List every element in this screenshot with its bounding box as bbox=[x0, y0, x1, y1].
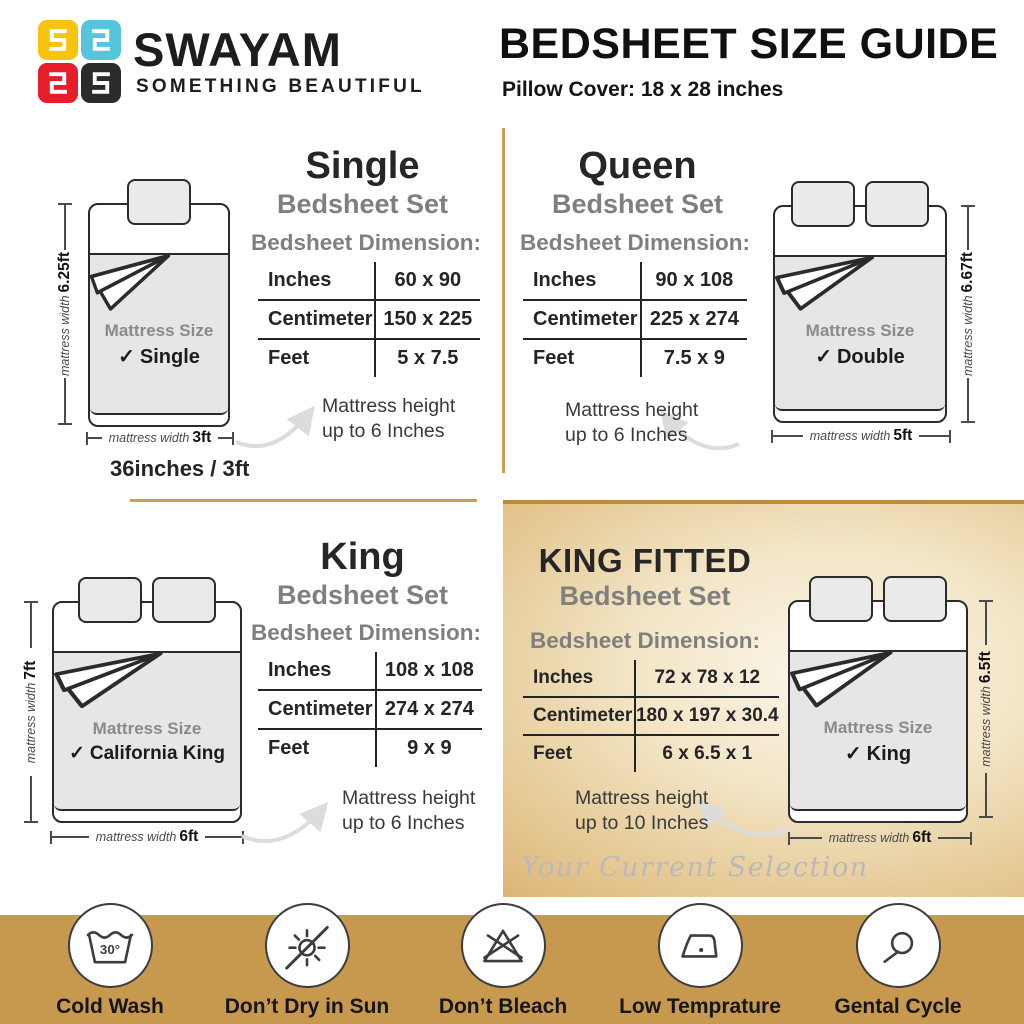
care-label: Don’t Bleach bbox=[438, 995, 568, 1018]
care-label: Cold Wash bbox=[56, 995, 164, 1018]
pillow bbox=[152, 577, 216, 623]
brand-tagline: SOMETHING BEAUTIFUL bbox=[136, 76, 425, 97]
page-title: BEDSHEET SIZE GUIDE bbox=[499, 20, 999, 68]
cold-wash-icon bbox=[68, 903, 153, 988]
care-item-cold-wash bbox=[15, 903, 205, 1019]
pillow-cover-note: Pillow Cover: 18 x 28 inches bbox=[502, 78, 784, 101]
dont-dry-in-sun-icon bbox=[265, 903, 350, 988]
vertical-dimension: mattress width7ft bbox=[18, 601, 44, 823]
width-conversion-note: 36inches / 3ft bbox=[110, 456, 250, 481]
mattress-sheet bbox=[775, 255, 945, 411]
dim-unit: Feet bbox=[523, 340, 642, 377]
dimension-heading: Bedsheet Dimension: bbox=[529, 628, 761, 653]
mattress-sheet bbox=[790, 650, 966, 811]
check-icon: ✓ bbox=[844, 742, 862, 765]
dim-unit: Inches bbox=[258, 262, 376, 301]
care-item-gentle-cycle bbox=[803, 903, 993, 1019]
pillow bbox=[791, 181, 855, 227]
mattress-sheet bbox=[90, 253, 228, 415]
dim-value: 7.5 x 9 bbox=[663, 347, 725, 369]
dimension-table bbox=[523, 660, 779, 772]
dim-unit: Centimeter bbox=[523, 301, 642, 340]
section-title: KING FITTED bbox=[538, 542, 752, 579]
dim-unit: Inches bbox=[258, 652, 377, 691]
logo-block-yellow bbox=[38, 20, 78, 60]
dim-unit: Feet bbox=[258, 730, 377, 767]
check-icon: ✓ bbox=[68, 742, 85, 764]
dont-bleach-icon bbox=[461, 903, 546, 988]
care-label: Gental Cycle bbox=[834, 995, 962, 1018]
vertical-dimension: mattress width6.5ft bbox=[973, 600, 999, 818]
mattress-height-note: Mattress height up to 6 Inches bbox=[342, 787, 476, 834]
section-title: King bbox=[320, 536, 405, 578]
dim-value: 150 x 225 bbox=[376, 301, 480, 340]
dim-value: 180 x 197 x 30.4 bbox=[636, 698, 779, 736]
pillow bbox=[865, 181, 929, 227]
bed-illustration bbox=[788, 600, 968, 823]
dim-unit: Inches bbox=[523, 660, 636, 698]
care-item-dont-bleach bbox=[408, 903, 598, 1019]
current-selection-label: Your Current Selection bbox=[521, 852, 869, 883]
mattress-height-note: Mattress height up to 10 Inches bbox=[575, 787, 709, 834]
horizontal-dimension: mattress width 6ft bbox=[50, 830, 244, 844]
check-icon: ✓ bbox=[118, 346, 135, 369]
vertical-dimension: mattress width6.67ft bbox=[955, 205, 981, 423]
section-king bbox=[0, 500, 503, 903]
dimension-table bbox=[258, 652, 482, 767]
dim-value: 72 x 78 x 12 bbox=[636, 660, 779, 698]
dim-value: 60 x 90 bbox=[376, 262, 480, 301]
dim-value: 90 x 108 bbox=[642, 262, 747, 301]
mattress-height-note: Mattress height up to 6 Inches bbox=[322, 395, 456, 442]
pillow bbox=[809, 576, 873, 622]
curved-arrow-icon bbox=[238, 792, 333, 844]
section-subtitle: Bedsheet Set bbox=[276, 189, 449, 219]
dim-value: 5 x 7.5 bbox=[397, 347, 459, 369]
sheet-fold bbox=[774, 255, 876, 316]
section-single bbox=[0, 130, 503, 500]
dim-value: 225 x 274 bbox=[642, 301, 747, 340]
horizontal-dimension: mattress width 5ft bbox=[771, 429, 951, 443]
mattress-height-note: Mattress height up to 6 Inches bbox=[565, 399, 699, 446]
pillow bbox=[883, 576, 947, 622]
section-subtitle: Bedsheet Set bbox=[559, 581, 731, 611]
care-label: Low Temprature bbox=[619, 995, 781, 1018]
dim-unit: Inches bbox=[523, 262, 642, 301]
care-item-dont-dry-in-sun bbox=[212, 903, 402, 1019]
dimension-heading: Bedsheet Dimension: bbox=[519, 230, 751, 255]
dim-value: 108 x 108 bbox=[377, 652, 482, 691]
dim-unit: Centimeter bbox=[258, 691, 377, 730]
section-subtitle: Bedsheet Set bbox=[551, 189, 724, 219]
brand-name: SWAYAM bbox=[133, 23, 342, 76]
mattress-size-label: Mattress Size ✓ King bbox=[823, 717, 933, 765]
horizontal-dimension: mattress width 3ft bbox=[86, 431, 234, 445]
dim-unit: Centimeter bbox=[258, 301, 376, 340]
pillow bbox=[127, 179, 191, 225]
dim-value: 9 x 9 bbox=[407, 737, 452, 759]
vertical-dimension: mattress width6.25ft bbox=[52, 203, 78, 425]
dim-unit: Centimeter bbox=[523, 698, 636, 736]
mattress-size-label: Mattress Size ✓ Double bbox=[805, 320, 915, 368]
mattress-size-label: Mattress Size ✓ California King bbox=[68, 718, 226, 764]
section-heading bbox=[245, 145, 480, 220]
sheet-fold bbox=[53, 651, 165, 713]
section-queen bbox=[503, 130, 1024, 500]
low-temperature-icon bbox=[658, 903, 743, 988]
brand-logo-icon bbox=[38, 20, 121, 103]
dimension-table bbox=[523, 262, 747, 377]
dim-unit: Feet bbox=[258, 340, 376, 377]
logo-block-red bbox=[38, 63, 78, 103]
pillow bbox=[78, 577, 142, 623]
mattress-size-label: Mattress Size ✓ Single bbox=[104, 321, 214, 369]
dimension-table bbox=[258, 262, 480, 377]
dimension-heading: Bedsheet Dimension: bbox=[250, 230, 482, 255]
section-title: Single bbox=[305, 145, 420, 187]
section-title: Queen bbox=[578, 145, 697, 187]
section-heading bbox=[520, 145, 755, 220]
section-heading bbox=[520, 542, 770, 612]
check-icon: ✓ bbox=[815, 345, 832, 368]
dim-value: 6 x 6.5 x 1 bbox=[662, 743, 753, 764]
gentle-cycle-icon bbox=[856, 903, 941, 988]
curved-arrow-icon bbox=[232, 398, 320, 450]
care-label: Don’t Dry in Sun bbox=[224, 995, 390, 1018]
section-subtitle: Bedsheet Set bbox=[276, 580, 449, 610]
svg-text:30°: 30° bbox=[99, 941, 121, 957]
care-item-low-temperature bbox=[605, 903, 795, 1019]
logo-block-black bbox=[81, 63, 121, 103]
bed-illustration bbox=[88, 203, 230, 427]
dimension-heading: Bedsheet Dimension: bbox=[250, 620, 482, 645]
dim-unit: Feet bbox=[523, 736, 636, 772]
horizontal-dimension: mattress width 6ft bbox=[788, 831, 972, 845]
logo-block-cyan bbox=[81, 20, 121, 60]
sheet-fold bbox=[89, 253, 172, 316]
section-king-fitted bbox=[503, 500, 1024, 897]
section-heading bbox=[245, 536, 480, 611]
sheet-fold bbox=[789, 650, 895, 713]
bed-illustration bbox=[773, 205, 947, 423]
bed-illustration bbox=[52, 601, 242, 823]
mattress-sheet bbox=[54, 651, 240, 811]
dim-value: 274 x 274 bbox=[377, 691, 482, 730]
